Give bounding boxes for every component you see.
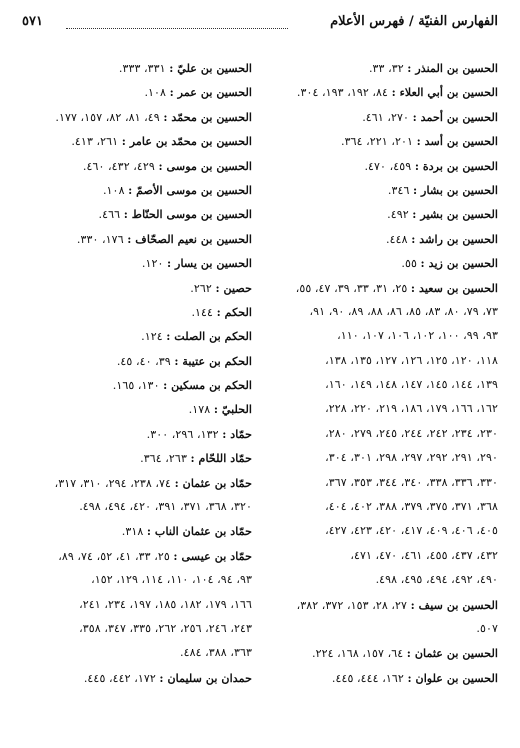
entry-name: حمّاد : bbox=[222, 426, 252, 441]
entry-pages: ٥٥. bbox=[401, 257, 421, 271]
entry-name: حمّاد بن عثمان : bbox=[174, 475, 252, 490]
entry-name: الحسين بن بردة : bbox=[414, 158, 498, 173]
index-entry-continuation bbox=[256, 300, 498, 324]
index-entry bbox=[16, 276, 252, 300]
entry-name: الحسين بن راشد : bbox=[411, 231, 498, 246]
entry-pages: ٣١٨. bbox=[121, 525, 147, 539]
entry-pages: ١٢٠. bbox=[141, 257, 168, 271]
index-entry-continuation bbox=[256, 495, 498, 519]
entry-pages: ٢٧٠، ٤٦١. bbox=[362, 110, 413, 124]
index-entry bbox=[16, 422, 252, 446]
entry-pages: ٢٥، ٣٣، ٤١، ٥٢، ٧٤، ٨٩، bbox=[58, 549, 174, 563]
entry-pages: ٣٤٦. bbox=[387, 183, 414, 197]
entry-name: الحلبيّ : bbox=[213, 402, 252, 417]
entry-pages: ٣٦٨، ٣٧١، ٣٧٥، ٣٧٩، ٣٨٨، ٤٠٢، ٤٠٤، bbox=[325, 500, 498, 514]
entry-name: الحسين بن بشير : bbox=[412, 207, 498, 222]
page-number: ٥٧١ bbox=[22, 14, 43, 29]
entry-name: الحسين بن أبي العلاء : bbox=[391, 85, 498, 100]
entry-name: الحسين بن محمّد بن عامر : bbox=[121, 134, 252, 149]
entry-pages: ٢٠١، ٢٢١، ٣٦٤. bbox=[341, 135, 417, 149]
index-entry-continuation bbox=[256, 349, 498, 373]
entry-pages: ٤٢٩، ٤٣٢، ٤٦٠. bbox=[82, 159, 159, 173]
entry-pages: ٣٣١، ٣٣٣. bbox=[118, 62, 170, 75]
entry-name: الحسين بن سعيد : bbox=[410, 280, 498, 295]
entry-pages: ٤٩، ٨١، ٨٢، ١٥٧، ١٧٧. bbox=[55, 110, 164, 124]
entry-name: الحسين بن زيد : bbox=[420, 256, 498, 271]
index-entry-continuation bbox=[16, 495, 252, 519]
entry-name: الحسين بن أسد : bbox=[416, 134, 498, 149]
index-entry bbox=[256, 593, 498, 617]
entry-name: الحسين بن المنذر : bbox=[407, 61, 498, 75]
entry-name: الحسين بن عثمان : bbox=[406, 646, 498, 661]
index-entry bbox=[256, 227, 498, 251]
index-entry bbox=[16, 324, 252, 348]
index-entry bbox=[256, 80, 498, 104]
entry-pages: ١٣٢، ٢٩٦، ٣٠٠. bbox=[146, 427, 223, 441]
entry-name: الحسين بن علوان : bbox=[407, 670, 498, 685]
entry-pages: ٣٩، ٤٠، ٤٥. bbox=[116, 354, 175, 368]
index-entry-continuation bbox=[16, 568, 252, 592]
entry-pages: ٤٤٨. bbox=[386, 232, 412, 246]
index-entry-continuation bbox=[16, 641, 252, 665]
entry-name: حمّاد بن عثمان الناب : bbox=[146, 524, 252, 539]
index-entry bbox=[16, 446, 252, 470]
index-column-left bbox=[16, 56, 252, 690]
index-entry-continuation bbox=[256, 397, 498, 421]
entry-name: الحكم بن الصلت : bbox=[166, 329, 252, 344]
entry-pages: ١٠٨. bbox=[144, 86, 170, 100]
entry-pages: ٣٣٠، ٣٣٦، ٣٣٨، ٣٤٠، ٣٤٤، ٣٥٣، ٣٦٧، bbox=[325, 475, 498, 489]
index-entry bbox=[256, 641, 498, 665]
entry-pages: ١٣٠، ١٦٥. bbox=[112, 379, 164, 393]
entry-pages: ٤٩٠، ٤٩٢، ٤٩٤، ٤٩٥، ٤٩٨. bbox=[375, 573, 498, 587]
entry-name: الحسين بن موسى الأصمّ : bbox=[128, 182, 252, 197]
entry-pages: ١٢٤. bbox=[141, 330, 167, 344]
entry-name: الحسين بن موسى الحنّاط : bbox=[123, 207, 252, 222]
index-entry bbox=[16, 129, 252, 153]
index-entry bbox=[16, 544, 252, 568]
entry-pages: ٩٣، ٩٩، ١٠٠، ١٠٢، ١٠٦، ١٠٧، ١١٠، bbox=[337, 329, 498, 343]
entry-pages: ١٧٢، ٤٤٢، ٤٤٥. bbox=[83, 671, 160, 685]
index-entry bbox=[256, 276, 498, 300]
entry-pages: ٢٧، ٢٨، ١٥٣، ٣٧٢، ٣٨٢، bbox=[296, 598, 411, 612]
entry-name: الحسين بن عمر : bbox=[169, 85, 252, 100]
index-entry bbox=[16, 666, 252, 690]
entry-pages: ٢٦١، ٤١٣. bbox=[71, 135, 122, 149]
index-entry-continuation bbox=[16, 593, 252, 617]
entry-name: حمدان بن سليمان : bbox=[159, 670, 252, 685]
entry-name: الحسين بن محمّد : bbox=[163, 109, 252, 124]
index-entry bbox=[16, 178, 252, 202]
entry-name: الحسين بن موسى : bbox=[158, 158, 252, 173]
index-entry-continuation bbox=[256, 568, 498, 592]
running-title: الفهارس الفنيّة / فهرس الأعلام bbox=[330, 14, 498, 29]
entry-pages: ٧٣، ٧٩، ٨٠، ٨٣، ٨٥، ٨٦، ٨٨، ٨٩، ٩٠، ٩١، bbox=[309, 304, 498, 318]
index-entry bbox=[16, 519, 252, 543]
index-entry bbox=[16, 154, 252, 178]
index-entry bbox=[256, 129, 498, 153]
index-entry-continuation bbox=[256, 544, 498, 568]
entry-pages: ١٣٩، ١٤٤، ١٤٥، ١٤٧، ١٤٨، ١٤٩، ١٦٠، bbox=[325, 378, 498, 392]
index-entry bbox=[256, 202, 498, 226]
page-header bbox=[22, 14, 498, 38]
index-entry bbox=[16, 202, 252, 226]
entry-pages: ١٧٨. bbox=[188, 403, 214, 417]
entry-name: الحكم بن مسكين : bbox=[163, 378, 252, 393]
index-entry bbox=[16, 227, 252, 251]
entry-name: حمّاد بن عيسى : bbox=[173, 548, 252, 563]
entry-pages: ١١٨، ١٢٠، ١٢٥، ١٢٦، ١٢٧، ١٣٥، ١٣٨، bbox=[325, 353, 498, 367]
entry-name: حمّاد اللحّام : bbox=[190, 451, 252, 466]
entry-name: الحسين بن أحمد : bbox=[412, 109, 498, 124]
entry-pages: ٣٦٣، ٣٨٨، ٤٨٤. bbox=[180, 646, 252, 660]
entry-pages: ١٧٦، ٣٣٠. bbox=[76, 232, 128, 246]
entry-pages: ٨٤، ١٩٢، ١٩٣، ٣٠٤. bbox=[296, 86, 392, 100]
index-entry bbox=[16, 471, 252, 495]
entry-pages: ٧٤، ٢٣٨، ٢٩٤، ٣١٠، ٣١٧، bbox=[54, 476, 175, 490]
index-entry bbox=[16, 300, 252, 324]
index-entry bbox=[256, 154, 498, 178]
entry-pages: ١٦٢، ٤٤٤، ٤٤٥. bbox=[331, 671, 408, 685]
index-entry-continuation bbox=[256, 617, 498, 641]
index-entry bbox=[256, 105, 498, 129]
entry-pages: ٢٦٢. bbox=[190, 281, 216, 295]
entry-name: الحسين بن سيف : bbox=[410, 597, 498, 612]
entry-name: الحسين بن بشار : bbox=[413, 182, 498, 197]
index-entry-continuation bbox=[16, 617, 252, 641]
entry-name: الحسين بن عليّ : bbox=[169, 61, 252, 75]
index-entry bbox=[16, 56, 252, 80]
entry-pages: ٤٩٢. bbox=[387, 208, 413, 222]
entry-pages: ٢٩٠، ٢٩١، ٢٩٢، ٢٩٧، ٢٩٨، ٣٠١، ٣٠٤، bbox=[325, 451, 498, 465]
entry-pages: ٤٦٦. bbox=[98, 208, 124, 222]
index-entry bbox=[256, 666, 498, 690]
index-entry-continuation bbox=[256, 519, 498, 543]
entry-pages: ٥٠٧. bbox=[476, 621, 498, 635]
entry-pages: ٤٣٢، ٤٣٧، ٤٥٥، ٤٦١، ٤٧٠، ٤٧١، bbox=[350, 548, 498, 562]
entry-pages: ٢٥، ٣١، ٣٣، ٣٩، ٤٧، ٥٥، bbox=[295, 281, 411, 295]
index-entry bbox=[256, 56, 498, 80]
index-entry bbox=[16, 251, 252, 275]
index-entry bbox=[16, 105, 252, 129]
index-entry-continuation bbox=[256, 446, 498, 470]
entry-pages: ٤٠٥، ٤٠٦، ٤٠٩، ٤١٧، ٤٢٠، ٤٢٣، ٤٢٧، bbox=[325, 524, 498, 538]
index-entry bbox=[256, 178, 498, 202]
index-entry bbox=[16, 397, 252, 421]
entry-pages: ٢٦٣، ٣٦٤. bbox=[140, 452, 191, 466]
entry-pages: ٩٣، ٩٤، ١٠٤، ١١٠، ١١٤، ١٢٩، ١٥٢، bbox=[91, 573, 252, 587]
leader-dots bbox=[66, 28, 288, 29]
index-entry bbox=[16, 373, 252, 397]
entry-name: الحكم : bbox=[216, 304, 252, 319]
index-entry bbox=[16, 349, 252, 373]
entry-pages: ١٦٢، ١٦٦، ١٧٩، ١٨٦، ٢١٩، ٢٢٠، ٢٢٨، bbox=[325, 402, 498, 416]
entry-pages: ٢٤٣، ٢٤٦، ٢٥٦، ٢٦٢، ٣٣٥، ٣٤٧، ٣٥٨، bbox=[79, 621, 252, 635]
index-entry-continuation bbox=[256, 471, 498, 495]
entry-name: حصين : bbox=[215, 280, 252, 295]
entry-pages: ٢٣٠، ٢٣٤، ٢٤٢، ٢٤٤، ٢٤٥، ٢٧٩، ٢٨٠، bbox=[325, 426, 498, 440]
index-entry bbox=[256, 251, 498, 275]
entry-pages: ١٠٨. bbox=[102, 183, 129, 197]
index-entry-continuation bbox=[256, 324, 498, 348]
index-entry bbox=[16, 80, 252, 104]
entry-pages: ١٤٤. bbox=[191, 305, 217, 319]
entry-pages: ٣٢٠، ٣٦٨، ٣٧١، ٣٩١، ٤٢٠، ٤٩٤، ٤٩٨. bbox=[79, 500, 252, 514]
entry-name: الحسين بن يسار : bbox=[167, 256, 252, 271]
entry-pages: ٤٥٩، ٤٧٠. bbox=[364, 159, 415, 173]
index-column-right bbox=[256, 56, 498, 690]
entry-pages: ١٦٦، ١٧٩، ١٨٢، ١٨٥، ١٩٧، ٢٣٤، ٢٤١، bbox=[79, 597, 252, 611]
entry-pages: ٣٢، ٣٣. bbox=[368, 62, 408, 75]
index-entry-continuation bbox=[256, 373, 498, 397]
index-entry-continuation bbox=[256, 422, 498, 446]
entry-pages: ٦٤، ١٥٧، ١٦٨، ٢٢٤. bbox=[312, 647, 407, 661]
entry-name: الحكم بن عتيبة : bbox=[174, 353, 252, 368]
entry-name: الحسين بن نعيم الصحّاف : bbox=[127, 231, 252, 246]
